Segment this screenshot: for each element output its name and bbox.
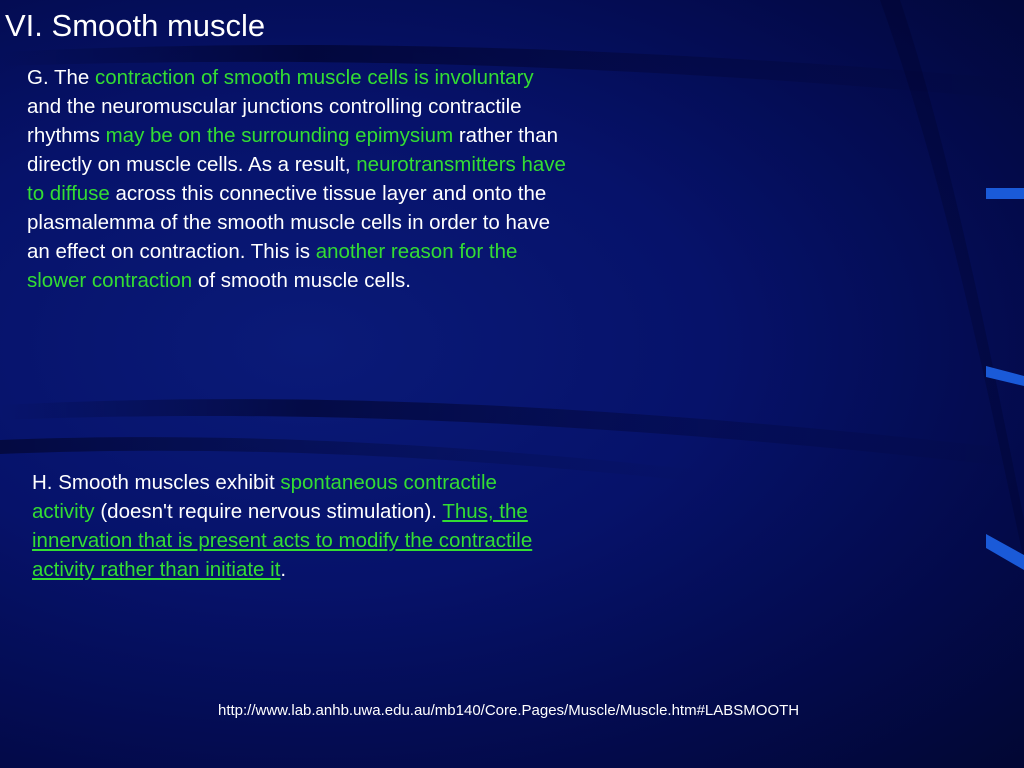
accent-bar (986, 534, 1024, 570)
text-span: (doesn't require nervous stimulation). (94, 500, 443, 523)
accent-bar (986, 188, 1024, 199)
source-url[interactable]: http://www.lab.anhb.uwa.edu.au/mb140/Core.Pages/Muscle/Muscle.htm#LABSMOOTH (218, 702, 800, 719)
text-span: of smooth muscle cells. (192, 269, 411, 292)
text-span: rather than directly on muscle cells. As a result, (27, 124, 558, 176)
text-span: and the neuromuscular junctions controlling contractile rhythms (27, 95, 522, 147)
highlighted-text: contraction of smooth muscle cells is involuntary (95, 66, 534, 89)
text-span: G. The (27, 66, 95, 89)
underlined-highlighted-text: Thus, the innervation that is present acts to modify the contractile activity rather than initiate it (32, 500, 533, 581)
text-span: H. Smooth muscles exhibit (32, 471, 281, 494)
highlighted-text: another reason for the slower contraction (27, 240, 518, 292)
paragraph-g (27, 63, 567, 295)
slide-title: VI. Smooth muscle (5, 8, 266, 43)
highlighted-text: may be on the surrounding epimysium (105, 124, 454, 147)
text-span: across this connective tissue layer and onto the plasmalemma of the smooth muscle cells in order to have an effect on contraction. This is (27, 182, 550, 263)
text-span: . (280, 558, 287, 581)
highlighted-text: neurotransmitters have to diffuse (27, 153, 566, 205)
paragraph-h (32, 468, 562, 584)
highlighted-text: spontaneous contractile activity (32, 471, 497, 523)
